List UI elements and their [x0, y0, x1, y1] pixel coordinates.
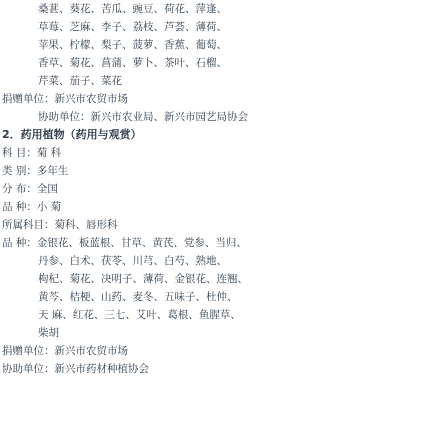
field-value: 多年生	[36, 165, 69, 177]
donor-row	[2, 90, 128, 108]
field-label: 类 别：	[2, 165, 37, 177]
assistant-label: 协助单位：	[2, 363, 55, 375]
family-row	[2, 216, 118, 234]
donor-value: 新兴市农贸市场	[54, 345, 128, 357]
plant-list-line: 芹菜、茄子、菜花	[38, 75, 122, 87]
donor-label: 捐赠单位：	[2, 345, 55, 357]
plants-line: 丹参、白术、茯苓、川芎、白芍、熟地、	[38, 255, 227, 267]
field-value: 菊 科	[36, 147, 62, 159]
plant-list-line: 桑葚、葵花、苦瓜、豌豆、荷花、萍逢、	[38, 3, 227, 15]
field-value: 小 菊	[36, 201, 62, 213]
plants-line: 黄芩、桔梗、山药、麦冬、五味子、杜仲、	[38, 291, 238, 303]
section-title: 2．药用植物（药用与观赏）	[2, 128, 142, 141]
family-label: 所属科目：	[2, 219, 55, 231]
plants-label: 品 种：	[2, 237, 37, 249]
plants-line: 金银花、板蓝根、甘草、黄芪、党参、当归、	[36, 237, 247, 249]
field-label: 分 布：	[2, 183, 37, 195]
plant-list-line: 苹果、柠檬、梨子、菠萝、香蕉、葡萄、	[38, 39, 227, 51]
plants-line: 天 麻、红花、三七、艾叶、葛根、鱼腥草、	[38, 309, 241, 321]
plant-list-line: 草莓、芝麻、李子、荔枝、芦荟、薄荷、	[38, 21, 227, 33]
plants-line: 枸杞、菊花、决明子、薄荷、金银花、连翘、	[38, 273, 248, 285]
assistant-row	[2, 360, 149, 378]
field-row	[2, 162, 68, 180]
donor-row	[2, 342, 128, 360]
assistant-row	[38, 108, 248, 126]
field-row	[2, 180, 58, 198]
field-row	[2, 144, 61, 162]
plants-row	[2, 234, 247, 252]
field-value: 全国	[36, 183, 58, 195]
donor-label: 捐赠单位：	[2, 93, 55, 105]
field-row	[2, 198, 61, 216]
plant-list-line: 香草、菊花、菖蒲、萝卜、茶叶、石榴、	[38, 57, 227, 69]
field-label: 科 目：	[2, 147, 37, 159]
assistant-value: 新兴市农业局、新兴市园艺局协会	[90, 111, 248, 123]
field-label: 品 种：	[2, 201, 37, 213]
donor-value: 新兴市农贸市场	[54, 93, 128, 105]
assistant-value: 新兴市药材种植协会	[54, 363, 149, 375]
family-value: 菊科、唇形科	[54, 219, 118, 231]
plants-line: 柴胡	[38, 327, 59, 339]
assistant-label: 协助单位：	[38, 111, 91, 123]
